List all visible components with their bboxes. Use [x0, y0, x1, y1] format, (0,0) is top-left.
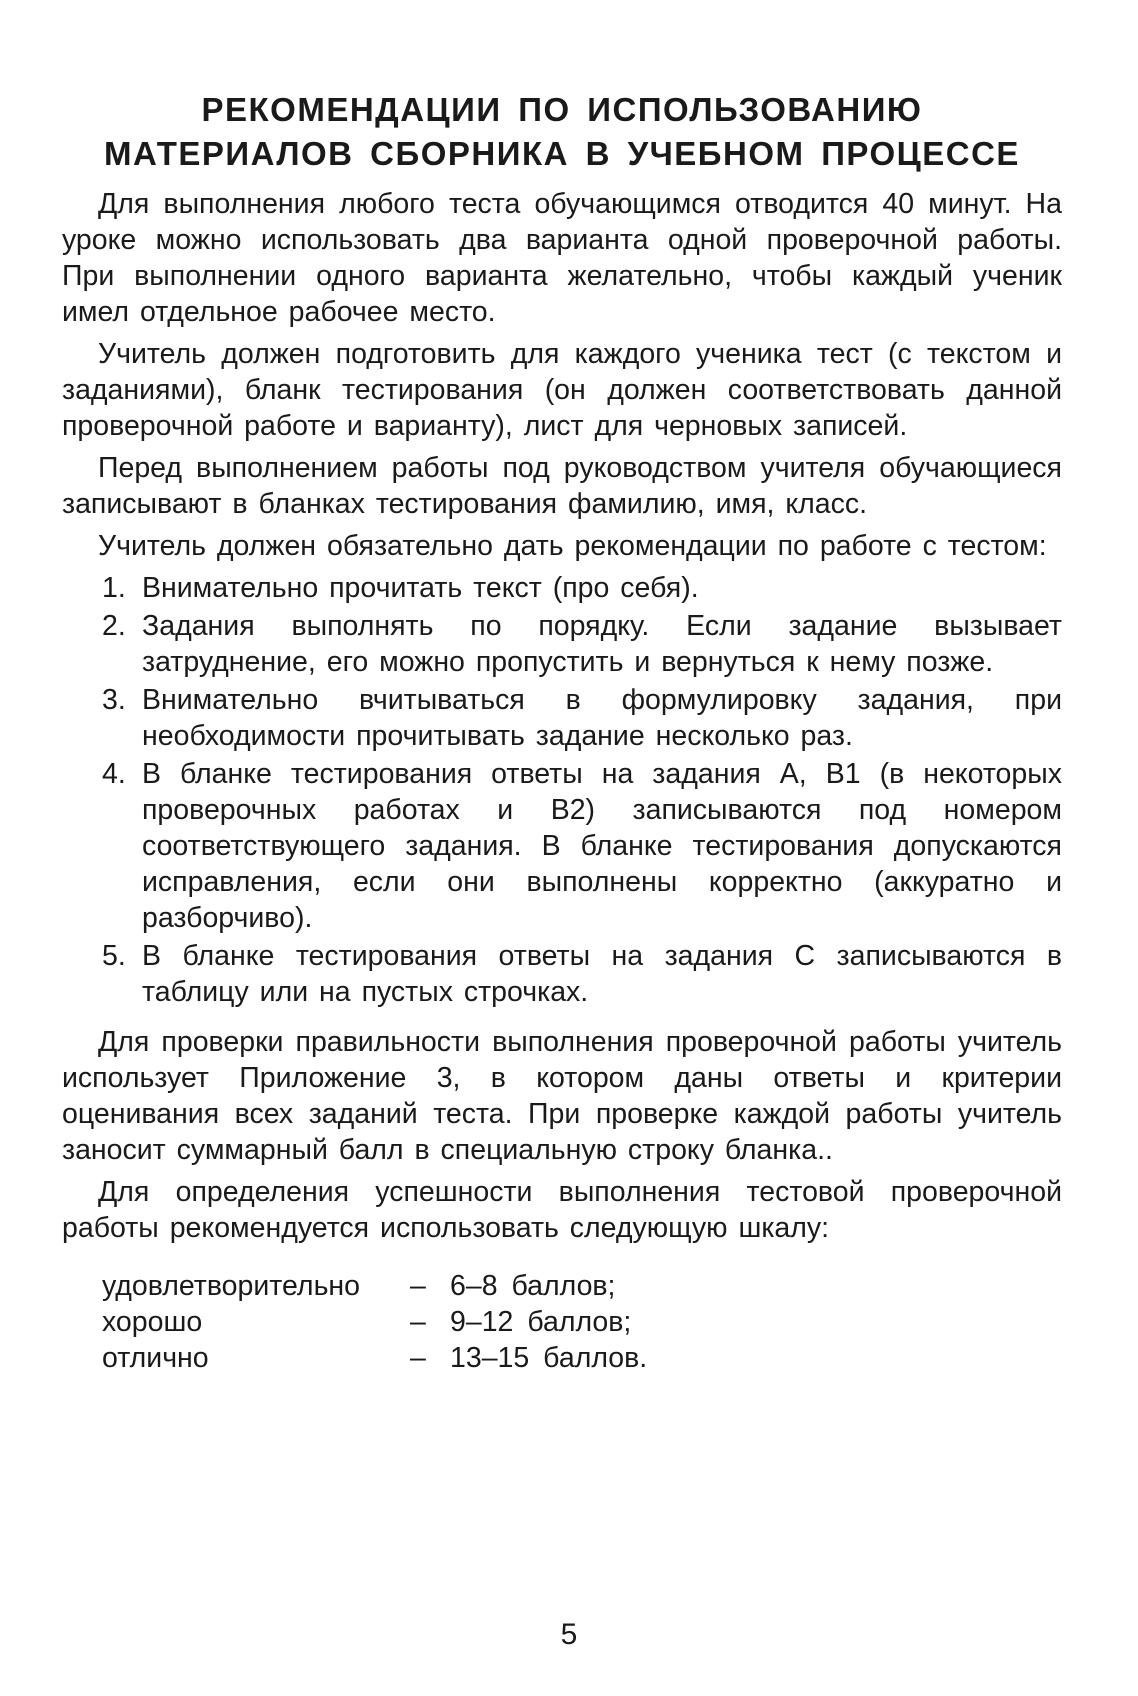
grade-label: удовлетворительно — [102, 1270, 361, 1302]
list-item-text: Внимательно прочитать текст (про себя). — [142, 572, 699, 604]
page-content — [62, 88, 1062, 1376]
list-item — [62, 938, 1062, 1010]
paragraph-test-duration: Для выполнения любого теста обучающимся отводится 40 минут. На уроке можно использовать два варианта одной проверочной работы. При выполнении одного варианта желательно, чтобы каждый ученик имел отдельное рабочее место. — [62, 188, 1062, 328]
list-item-number: 2. — [102, 610, 126, 642]
paragraph-before-work: Перед выполнением работы под руководством учителя обучающиеся записывают в бланках тестирования фамилию, имя, класс. — [62, 452, 1062, 520]
page-title — [62, 88, 1062, 176]
list-item — [62, 682, 1062, 754]
page-title-line-2: МАТЕРИАЛОВ СБОРНИКА В УЧЕБНОМ ПРОЦЕССЕ — [104, 135, 1020, 172]
grading-scale-row — [102, 1268, 1062, 1304]
list-item-text: Внимательно вчитываться в формулировку задания, при необходимости прочитывать задание несколько раз. — [142, 684, 1062, 752]
grade-dash: – — [410, 1306, 426, 1338]
grade-points: 13–15 баллов. — [450, 1342, 648, 1374]
paragraph-recommendations-intro: Учитель должен обязательно дать рекомендации по работе с тестом: — [98, 530, 1047, 562]
list-item-number: 1. — [102, 572, 126, 604]
list-item-number: 5. — [102, 940, 126, 972]
grading-scale-row — [102, 1304, 1062, 1340]
list-item — [62, 756, 1062, 936]
grading-scale — [102, 1268, 1062, 1376]
list-item-text: Задания выполнять по порядку. Если задание вызывает затруднение, его можно пропустить и вернуться к нему позже. — [142, 610, 1062, 678]
grade-label: хорошо — [102, 1306, 203, 1338]
page-title-line-1: РЕКОМЕНДАЦИИ ПО ИСПОЛЬЗОВАНИЮ — [201, 91, 923, 128]
grading-scale-row — [102, 1340, 1062, 1376]
page-number: 5 — [560, 1618, 578, 1651]
grade-points: 6–8 баллов; — [450, 1270, 616, 1302]
list-item-text: В бланке тестирования ответы на задания С записываются в таблицу или на пустых строчках. — [142, 940, 1062, 1008]
paragraph-checking: Для проверки правильности выполнения проверочной работы учитель использует Приложение 3, в котором даны ответы и критерии оценивания всех заданий теста. При проверке каждой работы учитель заносит суммарный балл в специальную строку бланка.. — [62, 1026, 1062, 1166]
list-item — [62, 608, 1062, 680]
grade-dash: – — [410, 1342, 426, 1374]
recommendations-list — [62, 570, 1062, 1010]
list-item-number: 4. — [102, 758, 126, 790]
paragraph-teacher-prep: Учитель должен подготовить для каждого ученика тест (с текстом и заданиями), бланк тестирования (он должен соответствовать данной проверочной работе и варианту), лист для черновых записей. — [62, 338, 1062, 442]
list-item-number: 3. — [102, 684, 126, 716]
grade-dash: – — [410, 1270, 426, 1302]
list-item — [62, 570, 1062, 606]
paragraph-scale-intro: Для определения успешности выполнения тестовой проверочной работы рекомендуется использовать следующую шкалу: — [62, 1176, 1062, 1244]
grade-points: 9–12 баллов; — [450, 1306, 632, 1338]
grade-label: отлично — [102, 1342, 209, 1374]
list-item-text: В бланке тестирования ответы на задания А, В1 (в некоторых проверочных работах и В2) записываются под номером соответствующего задания. В бланке тестирования допускаются исправления, если они выполнены корректно (аккуратно и разборчиво). — [142, 758, 1062, 934]
